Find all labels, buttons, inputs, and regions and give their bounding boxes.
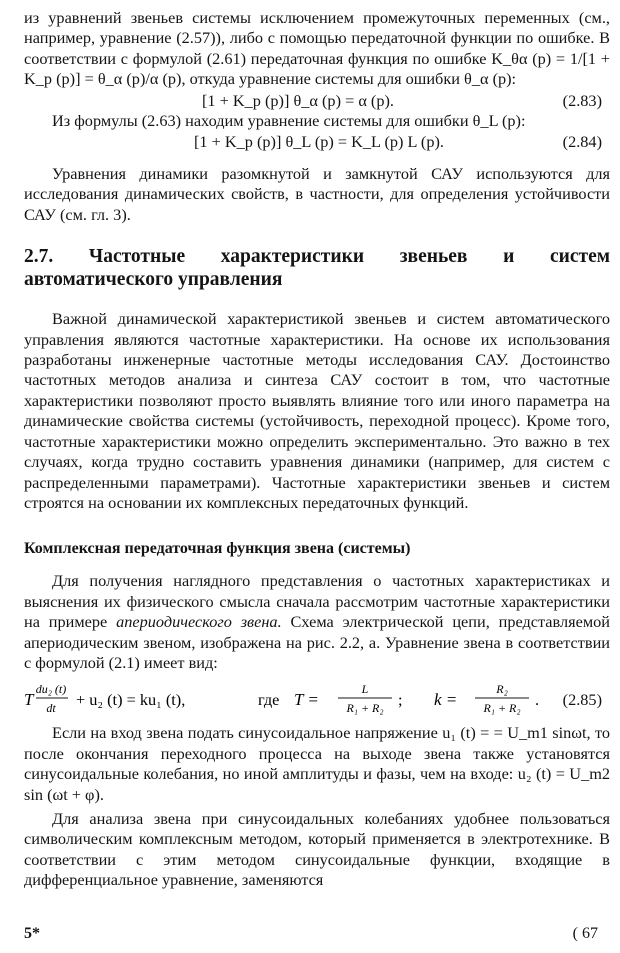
eq285-du2: du₂ (t) <box>35 682 67 697</box>
eq285-L: L <box>361 682 369 697</box>
eq285-T-eq: T = <box>294 690 319 710</box>
subsection-heading: Комплексная передаточная функция звена (системы) <box>24 540 411 558</box>
signature-mark: 5* <box>24 925 40 942</box>
equation-2-83 <box>24 90 610 111</box>
equation-2-84-number: (2.84) <box>562 132 602 152</box>
page-footer <box>24 924 608 946</box>
eq285-dot: . <box>535 690 540 710</box>
eq285-R1R2b: R₁ + R₂ <box>483 701 521 716</box>
eq285-dt: dt <box>46 701 56 716</box>
paragraph-dynamics: Уравнения динамики разомкнутой и замкнутой САУ используются для исследования динамических свойств, в частности, для определения устойчивости САУ (см. гл. 3). <box>24 164 610 224</box>
paragraph-intro: из уравнений звеньев системы исключением промежуточных переменных (см., например, уравнение (2.57)), либо с помощью передаточной функции по ошибке. В соответствии с формулой (2.61) передаточная функция по ошибке K_θα (p) = 1/[1 + K_p (p)] = θ_α (p)/α (p), откуда уравнение системы для ошибки θ_α (p): <box>24 8 610 89</box>
paragraph-complex-method: Для анализа звена при синусоидальных колебаниях удобнее пользоваться символическим комплексным методом, который применяется в электротехнике. В соответствии с этим методом синусоидальные функции, входящие в дифференциальное уравнение, заменяются <box>24 808 610 890</box>
section-title <box>24 245 610 291</box>
paragraph-aperiodic-link-a: Для получения наглядного представления о частотных характеристиках и выяснения их физического смысла сначала рассмотрим частотные характеристики на примере <box>24 571 610 632</box>
eq285-T: T <box>24 690 34 710</box>
paragraph-aperiodic-link-italic: апериодического звена. <box>116 612 282 632</box>
equation-2-83-formula: [1 + K_p (p)] θ_α (p) = α (p). <box>202 90 394 110</box>
paragraph-aperiodic-link <box>24 571 610 673</box>
eq285-k-eq: k = <box>434 690 458 710</box>
paragraph-aperiodic-link-b: Схема электрической цепи, представляемой апериодическим звеном, изображена на рис. 2.2, а. Уравнение звена в соответствии с формулой (2.1) имеет вид: <box>24 612 611 672</box>
paragraph-error-l: Из формулы (2.63) находим уравнение системы для ошибки θ_L (p): <box>52 110 526 130</box>
eq285-R1R2: R₁ + R₂ <box>346 701 384 716</box>
paragraph-frequency-characteristics: Важной динамической характеристикой звеньев и систем автоматического управления являются частотные характеристики. На основе их использования разработаны инженерные частотные методы исследования САУ. Достоинство частотных методов анализа и синтеза САУ состоит в том, что частотные характеристики позволяют просто выявлять влияние того или иного параметра на динамические свойства системы (устойчивость, переходной процесс). Кроме того, частотные характеристики можно определить экспериментально. Это важно в тех случаях, когда трудно составить уравнения динамики (например, для систем с распределенными параметрами). Частотные характеристики звеньев и систем строятся на основании их комплексных передаточных функций. <box>24 309 610 512</box>
section-number: 2.7. <box>24 246 54 268</box>
eq285-where: где <box>258 690 280 710</box>
eq285-semicolon: ; <box>398 690 403 710</box>
section-title-text: Частотные характеристики звеньев и систем автоматического управления <box>24 246 611 291</box>
equation-2-85 <box>24 679 610 719</box>
equation-2-85-formula <box>24 679 564 719</box>
paragraph-sinusoidal: Если на вход звена подать синусоидальное напряжение u₁ (t) = = U_m1 sinωt, то после окончания переходного процесса на выходе звена также установятся синусоидальные колебания, но иной амплитуды и фазы, чем на входе: u₂ (t) = U_m2 sin (ωt + φ). <box>24 723 610 804</box>
eq285-R2: R₂ <box>496 682 508 697</box>
equation-2-84-formula: [1 + K_p (p)] θ_L (p) = K_L (p) L (p). <box>194 132 444 152</box>
section-heading <box>24 245 610 291</box>
page-number: ( 67 <box>572 925 598 942</box>
equation-2-83-number: (2.83) <box>562 90 602 110</box>
equation-2-84 <box>24 131 610 152</box>
eq285-mid: + u₂ (t) = ku₁ (t), <box>76 690 186 710</box>
equation-2-85-number: (2.85) <box>562 690 602 710</box>
